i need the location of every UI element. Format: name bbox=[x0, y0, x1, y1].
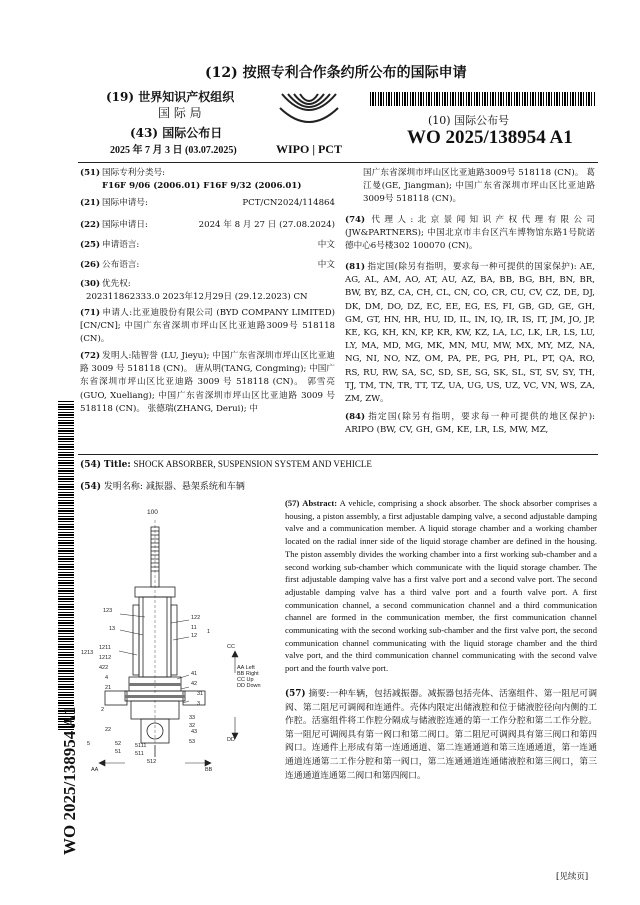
fig-label: 41 bbox=[191, 671, 198, 677]
field-26: (26) 公布语言: 中文 bbox=[80, 260, 335, 270]
field-72-continued: 国广东省深圳市坪山区比亚迪路3009号 518118 (CN)。 葛江曼(GE, Jiangman); 中国广东省深圳市坪山区比亚迪路3009号 518118 (CN)。 bbox=[363, 168, 595, 205]
pub-date-block bbox=[130, 124, 222, 141]
fig-label: 13 bbox=[109, 626, 116, 632]
field-72: (72) 发明人:陆智誉 (LU, Jieyu); 中国广东省深圳市坪山区比亚迪路 3009 号 518118 (CN)。 唐从明(TANG, Congming); 中国广东省深圳市坪山区比亚迪路 3009 号 518118 (CN)。 郭雪亮 (GUO, Xueliang); 中国广东省深圳市坪山区比亚迪路 3009 号 518118 (CN)。 张德瑞(ZHANG, Derui); 中 bbox=[80, 351, 335, 414]
fig-label: 3 bbox=[197, 701, 201, 707]
fig-label: 53 bbox=[189, 739, 196, 745]
fig-label: 1212 bbox=[99, 655, 112, 661]
figure-drawing bbox=[81, 505, 285, 775]
wipo-logo-text: WIPO | PCT bbox=[276, 142, 342, 156]
field-25: (25) 申请语言: 中文 bbox=[80, 240, 335, 250]
shock-absorber-drawing bbox=[85, 505, 285, 775]
fig-label: 123 bbox=[103, 608, 113, 614]
legend-row: DD Down bbox=[237, 683, 261, 689]
arrow-label-right: BB bbox=[205, 767, 213, 773]
pub-no-code: (10) bbox=[428, 114, 451, 127]
fig-label: 2 bbox=[101, 707, 105, 713]
arrow-label-down: DD bbox=[227, 737, 235, 743]
field-84: (84) 指定国(除另有指明，要求每一种可提供的地区保护): ARIPO (BW, CV, GH, GM, KE, LR, LS, MW, MZ, bbox=[345, 412, 595, 436]
fig-label: 12 bbox=[191, 633, 198, 639]
fig-label: 42 bbox=[191, 681, 198, 687]
legend-row: AA Left bbox=[237, 665, 255, 671]
arrow-label-left: AA bbox=[91, 767, 99, 773]
pub-date-code: (43) bbox=[130, 126, 159, 140]
field-74: (74) 代理人:北京景闻知识产权代理有限公司 (JW&PARTNERS); 中国北京市丰台区汽车博物馆东路1号院诺德中心6号楼302 100070 (CN)。 bbox=[345, 215, 595, 252]
figure-legend bbox=[237, 665, 261, 689]
fig-label: 31 bbox=[197, 691, 204, 697]
fig-label: 32 bbox=[189, 723, 196, 729]
field-30: (30) 优先权: 202311862333.0 2023年12月29日 (29.12.2023) CN bbox=[80, 279, 308, 303]
fig-label: 5 bbox=[87, 741, 91, 747]
field-51: (51) 国际专利分类号: F16F 9/06 (2006.01) F16F 9/32 (2006.01) bbox=[80, 168, 302, 192]
figure-ref-top: 100 bbox=[147, 509, 158, 516]
field-71: (71) 申请人:比亚迪股份有限公司 (BYD COMPANY LIMITED) [CN/CN]; 中国广东省深圳市坪山区比亚迪路3009号 518118 (CN)。 bbox=[80, 308, 335, 345]
fig-label: 33 bbox=[189, 715, 196, 721]
title-cn: (54) 发明名称: 减振器、悬架系统和车辆 bbox=[80, 482, 245, 492]
fig-label: 1211 bbox=[99, 645, 111, 651]
fig-label: 11 bbox=[191, 625, 197, 631]
title-en: (54) Title: SHOCK ABSORBER, SUSPENSION SYSTEM AND VEHICLE bbox=[80, 459, 372, 470]
fig-label: 21 bbox=[105, 685, 112, 691]
org-code: (19) bbox=[106, 90, 135, 104]
pub-no-label: 国际公布号 bbox=[454, 114, 510, 127]
wipo-logo bbox=[272, 92, 346, 154]
barcode-side bbox=[58, 400, 74, 730]
abstract-en: (57) Abstract: A vehicle, comprising a shock absorber. The shock absorber comprises a housing, a piston assembly, a first adjustable damping valve, a second adjustable damping valve and a communication member. A liquid storage chamber and a working chamber located on the radial inner side of the liquid storage chamber are defined in the housing. The piston assembly divides the working chamber into a first working sub-chamber and a second working sub-chamber which communicate with the liquid storage chamber. The first adjustable damping valve has a first valve port and a second valve port. The second adjustable damping valve has a third valve port and a fourth valve port. A first communication channel, a second communication channel and a third communication channel are formed in the communication member, the first communication channel communicating with the second working sub-chamber and the first valve port, the second communication channel communicating with the liquid storage chamber and the third valve port, and the third communication channel communicating with the second valve port and the fourth valve port. bbox=[285, 498, 597, 674]
legend-row: CC Up bbox=[237, 677, 254, 683]
legend-row: BB Right bbox=[237, 671, 259, 677]
field-81: (81) 指定国(除另有指明，要求每一种可提供的国家保护): AE, AG, AL, AM, AO, AT, AU, AZ, BA, BB, BG, BH, BN, BR, BW, BY, BZ, CA, CH, CL, CN, CO, CR, CU, CV, CZ, DE, DJ, DK, DM, DO, DZ, EC, EE, EG, ES, FI, GB, GD, GE, GH, GM, GT, HN, HR, HU, ID, IL, IN, IQ, IR, IS, IT, JM, JO, JP, KE, KG, KH, KN, KP, KR, KW, KZ, LA, LC, LK, LR, LS, LU, LY, MA, MD, MG, MK, MN, MU, MW, MX, MY, MZ, NA, NG, NI, NO, NZ, OM, PA, PE, PG, PH, PL, PT, QA, RO, RS, RU, RW, SA, SC, SD, SE, SG, SK, SL, ST, SV, SY, TH, TJ, TM, TN, TR, TT, TZ, UA, UG, US, UZ, VC, VN, WS, ZA, ZM, ZW。 bbox=[345, 262, 595, 405]
pub-number: WO 2025/138954 A1 bbox=[407, 127, 573, 148]
fig-label: 4 bbox=[105, 675, 109, 681]
org-bureau: 国 际 局 bbox=[158, 106, 202, 120]
pub-no-label-block bbox=[428, 112, 509, 128]
fig-label: 5111 bbox=[135, 743, 147, 749]
org-name: 世界知识产权组织 bbox=[138, 90, 235, 104]
arrow-label-up: CC bbox=[227, 644, 235, 650]
fig-label: 122 bbox=[191, 615, 201, 621]
wipo-emblem-icon bbox=[272, 92, 346, 136]
header-divider bbox=[78, 162, 598, 163]
pub-date: 2025 年 7 月 3 日 (03.07.2025) bbox=[110, 145, 237, 156]
fig-label: 512 bbox=[147, 759, 157, 765]
title-divider bbox=[78, 454, 598, 455]
continued-note: [见续页] bbox=[556, 872, 589, 882]
fig-label: 511 bbox=[135, 751, 144, 757]
fig-label: 1213 bbox=[81, 650, 94, 656]
document-type: (12) 按照专利合作条约所公布的国际申请 bbox=[205, 65, 467, 81]
fig-label: 52 bbox=[115, 741, 122, 747]
pub-date-label: 国际公布日 bbox=[162, 126, 223, 140]
fig-label: 43 bbox=[191, 729, 198, 735]
fig-label: 422 bbox=[99, 665, 109, 671]
barcode-top bbox=[370, 92, 596, 106]
field-21: (21) 国际申请号: PCT/CN2024/114864 bbox=[80, 198, 335, 208]
abstract-cn: (57) 摘要:一种车辆，包括减振器。减振器包括壳体、活塞组件、第一阻尼可调阀、第二阻尼可调阀和连通件。壳体内限定出储液腔和位于储液腔径向内侧的工作腔。活塞组件将工作腔分隔成与储液腔连通的第一工作分腔和第二工作分腔。第一阻尼可调阀具有第一阀口和第二阀口。第二阻尼可调阀具有第三阀口和第四阀口。连通件上形成有第一连通通道、第二连通通道和第三连通通道，第一连通通道连通第二工作分腔和第一阀口，第二连通通道连通储液腔和第三阀口，第三连通通道连通第二阀口和第四阀口。 bbox=[285, 689, 597, 781]
org-block bbox=[106, 88, 234, 105]
fig-label: 1 bbox=[207, 629, 211, 635]
side-pub-number: WO 2025/138954 A1 bbox=[60, 706, 79, 855]
fig-label: 51 bbox=[115, 749, 122, 755]
field-22: (22) 国际申请日: 2024 年 8 月 27 日 (27.08.2024) bbox=[80, 220, 335, 230]
fig-label: 22 bbox=[105, 727, 112, 733]
